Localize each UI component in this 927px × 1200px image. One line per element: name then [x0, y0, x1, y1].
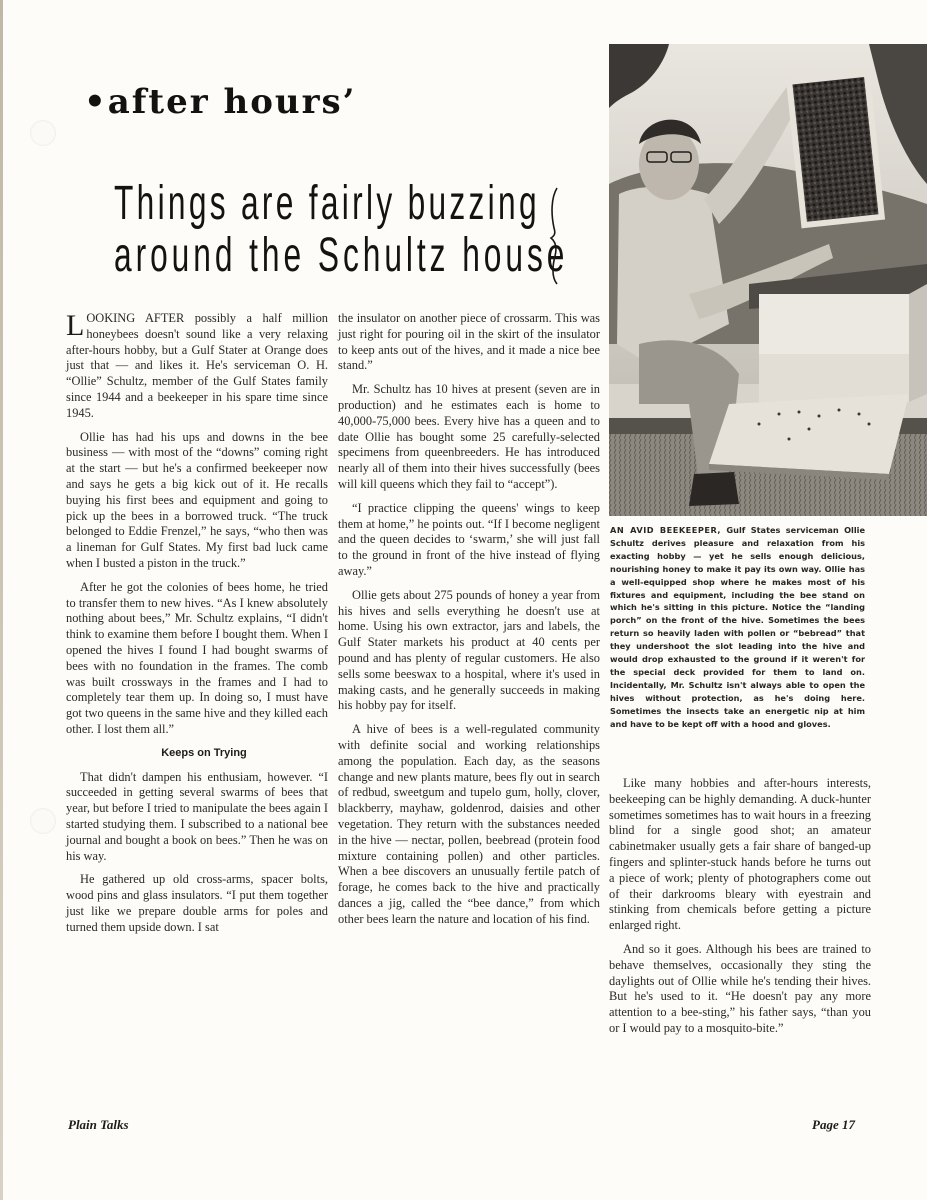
photo-illustration — [609, 44, 927, 516]
article-paragraph: Like many hobbies and after-hours interests, beekeeping can be highly demanding. A duck-hunter sometimes sometimes has to wait hours in a freezing blind for a single good shot; an amateur cabinetmaker usually gets a fair share of banged-up fingers and splinter-stuck hands before he turns out a piece of work; plenty of photographers come out of their darkrooms bleary with eyestrain and stinking from chemicals before getting a picture enlarged right. — [609, 776, 871, 933]
article-paragraph: “I practice clipping the queens' wings to keep them at home,” he points out. “If I become negligent and the queen decides to ‘swarm,’ she will just fall to the ground in front of the hive instead of flying away.” — [338, 500, 600, 578]
punch-hole — [30, 120, 56, 146]
article-paragraph: Ollie gets about 275 pounds of honey a year from his hives and sells everything he doesn't use at home. Using his own extractor, jars and labels, the Gulf Stater markets his product at 40 cents per pound and has plenty of regular customers. He also sells some beeswax to a hospital, where it's used in making casts, and he generally succeeds in making his hobby pay for itself. — [338, 587, 600, 713]
beekeeper-photo — [609, 44, 927, 516]
caption-text: Gulf States serviceman Ollie Schultz derives pleasure and relaxation from his exacting hobby — yet he sells enough delicious, nourishing honey to make it pay its own way. Ollie has a well-equipped shop where he makes most of his fixtures and equipment, including the bee stand on which he's sitting in this picture. Notice the “landing porch” on the front of the hive. Sometimes the bees return so heavily laden with pollen or “bebread” that they undershoot the slot leading into the hive and would drop exhausted to the ground if it weren't for the special deck provided for them to land on. Incidentally, Mr. Schultz isn't always able to open the hives without protection, as he's doing here. Sometimes the insects take an energetic nip at him and have to be kept off with a hood and gloves. — [610, 525, 866, 729]
article-paragraph: And so it goes. Although his bees are trained to behave themselves, occasionally they sting the daylights out of Ollie while he's tending their hives. But he's used to it. “He doesn't pay any more attention to a bee-sting,” his father says, “than you or I would pay to a mosquito-bite.” — [609, 941, 871, 1035]
brace-ornament — [548, 186, 562, 286]
drop-cap: L — [66, 309, 85, 342]
section-label: •after hours’ — [84, 82, 357, 122]
article-column-1 — [66, 311, 328, 943]
article-paragraph: After he got the colonies of bees home, he tried to transfer them to new hives. “As I knew absolutely nothing about bees,” Mr. Schultz explains, “I didn't think to examine them before I bought them. When I opened the hives I found I had bought swarms of bees with no foundation in the frames. The comb was built crossways in the frames and I had to completely tear them up. In doing so, I must have got two queens in the same hive and they killed each other. I lost them all.” — [66, 579, 328, 736]
article-paragraph: Mr. Schultz has 10 hives at present (seven are in production) and he estimates each is home to 40,000-75,000 bees. Every hive has a queen and to date Ollie has bought some 25 carefully-selected specimens from queenbreeders. He has introduced nearly all of them into their hives successfully (bees will kill queens which they fail to “accept”). — [338, 382, 600, 491]
article-paragraph: Ollie has had his ups and downs in the bee business — with most of the “downs” coming right at the start — but he's a confirmed beekeeper now and says he gets a big kick out of it. He recalls buying his first bees and equipment and going to pick up the bees in a borrowed truck. “The truck belonged to Eddie Frenzel,” he says, “who then was a lineman for Gulf States. My first bad luck came when I busted a piston in the truck.” — [66, 429, 328, 570]
scan-edge — [0, 0, 3, 1200]
photo-caption — [610, 524, 865, 731]
punch-hole — [30, 808, 56, 834]
page-number: Page 17 — [812, 1117, 855, 1132]
headline-line-2: around the Schultz house — [114, 229, 569, 282]
subhead: Keeps on Trying — [161, 746, 247, 759]
caption-lead: AN AVID BEEKEEPER, — [610, 525, 722, 535]
article-column-2 — [338, 311, 600, 935]
article-paragraph: A hive of bees is a well-regulated community with definite social and working relationships among the population. Each day, as the seasons change and new plants mature, bees fly out in search of redbud, sweetgum and tupelo gum, holly, clover, blackberry, mayhaw, goldenrod, daisies and other vegetation. They return with the substances needed in the hive — nectar, pollen, beebread (protein food mixture containing pollen) and other particles. When a bee discovers an unusually fertile patch of forage, he comes back to the hive and practically dances a jig, called the “bee dance,” from which other bees learn the nature and location of his find. — [338, 722, 600, 926]
article-paragraph: That didn't dampen his enthusiam, however. “I succeeded in getting several swarms of bees that year, but before I tried to manipulate the bees again I started studying them. I subscribed to a national bee journal and bought a book on bees.” Then he was on his way. — [66, 769, 329, 863]
article-paragraph — [66, 311, 328, 422]
paragraph-text: OOKING AFTER possibly a half million honeybees doesn't sound like a very relaxing after-hours hobby, but a Gulf Stater at Orange does just that — and likes it. He's serviceman O. H. “Ollie” Schultz, member of the Gulf States family since 1944 and a beekeeper in his spare time since 1945. — [66, 311, 328, 420]
article-column-3 — [609, 776, 871, 1045]
article-paragraph: the insulator on another piece of crossarm. This was just right for pouring oil in the skirt of the insulator to keep ants out of the hives, and it made a nice bee stand.” — [338, 311, 600, 373]
headline-line-1: Things are fairly buzzing — [114, 177, 540, 230]
publication-name: Plain Talks — [68, 1117, 129, 1132]
article-paragraph: He gathered up old cross-arms, spacer bolts, wood pins and glass insulators. “I put them together just like we prepare double arms for poles and turned them upside down. I sat — [66, 872, 328, 934]
article-headline — [114, 177, 569, 282]
